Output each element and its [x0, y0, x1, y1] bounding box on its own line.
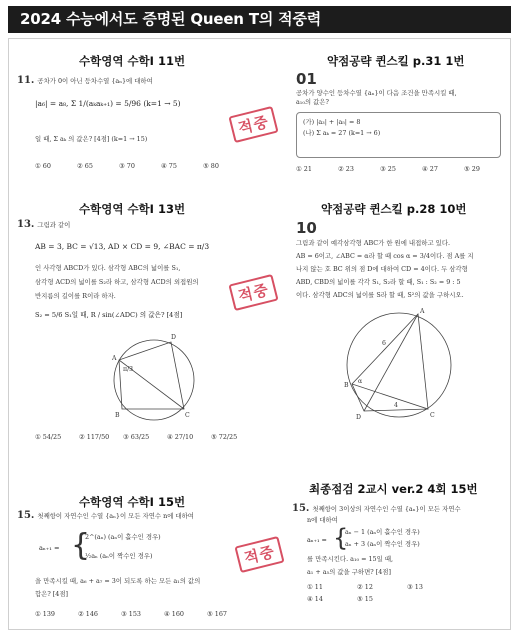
question-line: [292, 504, 461, 514]
question-text: ABD, CBD의 넓이를 각각 S₁, S₂라 할 때, S₁ : S₂ = 9 : 5: [296, 278, 461, 286]
section-title-mid-left: 수학영역 수학Ⅰ 13번: [79, 202, 186, 216]
choice-4[interactable]: ④ 14: [307, 595, 323, 603]
section-title-bottom-right: 최종점검 2교시 ver.2 4회 15번: [309, 482, 478, 496]
question-number: 15.: [17, 510, 35, 521]
choice-4[interactable]: ④ 27/10: [167, 433, 194, 441]
question-text: 그림과 같이 예각삼각형 ABC가 한 원에 내접하고 있다.: [296, 239, 451, 247]
answer-choices-row-2: [307, 595, 507, 603]
answer-choices: [296, 165, 506, 173]
question-text: 합은? [4점]: [35, 590, 69, 598]
question-text: 공차가 양수인 등차수열 {aₙ}이 다음 조건을 만족시킬 때,: [296, 89, 457, 97]
choice-3[interactable]: ③ 70: [119, 162, 135, 170]
brace-icon: {: [333, 524, 349, 552]
choice-3[interactable]: ③ 63/25: [123, 433, 150, 441]
vertex-label-d: D: [356, 414, 361, 421]
case-1: aₙ − 1 (aₙ이 홀수인 경우): [345, 528, 420, 536]
section-title-bottom-left: 수학영역 수학Ⅰ 15번: [79, 495, 186, 509]
question-text: 인 사각형 ABCD가 있다. 삼각형 ABC의 넓이를 S₁,: [35, 264, 181, 272]
choice-1[interactable]: ① 21: [296, 165, 312, 173]
question-line: [17, 220, 70, 230]
question-text: a₁₀의 값은?: [296, 98, 329, 106]
section-title-top-left: 수학영역 수학Ⅰ 11번: [79, 54, 186, 68]
answer-choices: [35, 610, 255, 618]
question-text: 일 때, Σ aₖ 의 값은? [4점] (k=1 → 15): [35, 135, 148, 143]
choice-5[interactable]: ⑤ 72/25: [211, 433, 238, 441]
choice-4[interactable]: ④ 75: [161, 162, 177, 170]
choice-1[interactable]: ① 139: [35, 610, 55, 618]
sequence-lhs: aₙ₊₁ =: [39, 544, 60, 552]
choice-4[interactable]: ④ 160: [164, 610, 184, 618]
vertex-label-a: A: [420, 308, 425, 315]
choice-2[interactable]: ② 146: [78, 610, 98, 618]
vertex-label-c: C: [185, 412, 190, 419]
question-number: 11.: [17, 75, 35, 86]
hit-stamp: 적중: [228, 274, 278, 311]
question-text: a₁ + a₅의 값을 구하면? [4점]: [307, 568, 391, 576]
question-text: 공차가 0이 아닌 등차수열 {aₙ}에 대하여: [37, 77, 153, 85]
sequence-lhs: aₙ₊₁ =: [307, 536, 327, 544]
answer-choices: [35, 433, 255, 441]
question-text: 이다. 삼각형 ADC의 넓이를 S라 할 때, S²의 값을 구하시오.: [296, 291, 464, 299]
choice-5[interactable]: ⑤ 29: [464, 165, 480, 173]
hit-stamp: 적중: [228, 106, 278, 143]
side-label-ab: 6: [382, 340, 386, 347]
inscribed-triangle-figure: [334, 307, 464, 422]
choice-1[interactable]: ① 11: [307, 583, 323, 591]
brace-icon: {: [71, 528, 91, 563]
choice-1[interactable]: ① 60: [35, 162, 51, 170]
choice-2[interactable]: ② 12: [357, 583, 373, 591]
choice-3[interactable]: ③ 153: [121, 610, 141, 618]
question-text: AB = 6이고, ∠ABC = α라 할 때 cos α = 3/4이다. 점 A를 지: [296, 252, 474, 260]
section-title-mid-right: 약점공략 퀸스킬 p.28 10번: [321, 202, 467, 216]
vertex-label-a: A: [112, 355, 117, 362]
question-text: 그림과 같이: [37, 221, 71, 229]
choice-5[interactable]: ⑤ 80: [203, 162, 219, 170]
quadrilateral-figure: [89, 327, 209, 432]
question-formula: AB = 3, BC = √13, AD × CD = 9, ∠BAC = π/3: [35, 242, 210, 251]
hit-stamp: 적중: [234, 536, 284, 573]
question-text: 첫째항이 3이상의 자연수인 수열 {aₙ}이 모든 자연수: [312, 505, 461, 513]
question-text: 첫째항이 자연수인 수열 {aₙ}이 모든 자연수 n에 대하여: [37, 512, 194, 520]
case-2: ½aₙ (aₙ이 짝수인 경우): [85, 552, 153, 560]
choice-5[interactable]: ⑤ 167: [207, 610, 227, 618]
choice-2[interactable]: ② 23: [338, 165, 354, 173]
case-1: 2^(aₙ) (aₙ이 홀수인 경우): [85, 533, 161, 541]
choice-3[interactable]: ③ 13: [407, 583, 423, 591]
question-text: 를 만족시킨다. a₁₀ = 15일 때,: [307, 555, 394, 563]
question-formula: S₂ = 5/6 S₁일 때, R / sin(∠ADC) 의 값은? [4점]: [35, 311, 183, 319]
question-text: 을 만족시킬 때, a₆ + a₇ = 3이 되도록 하는 모든 a₁의 값의: [35, 577, 201, 585]
document-page: [8, 38, 511, 630]
section-title-top-right: 약점공략 퀸스킬 p.31 1번: [327, 54, 465, 68]
question-line: [17, 511, 194, 521]
question-text: 반지름의 길이를 R이라 하자.: [35, 292, 116, 300]
question-text: 나지 않는 호 BC 위의 점 D에 대하여 CD = 4이다. 두 삼각형: [296, 265, 468, 273]
vertex-label-d: D: [171, 334, 176, 341]
question-text: 삼각형 ACD의 넓이를 S₂라 하고, 삼각형 ACD의 외접원의: [35, 278, 199, 286]
angle-label: α: [358, 378, 363, 385]
side-label-cd: 4: [394, 402, 398, 409]
question-number: 15.: [292, 503, 310, 514]
condition-box: [296, 112, 501, 158]
choice-2[interactable]: ② 117/50: [79, 433, 110, 441]
angle-label: π/3: [123, 366, 134, 373]
choice-3[interactable]: ③ 25: [380, 165, 396, 173]
question-number: 13.: [17, 219, 35, 230]
vertex-label-b: B: [344, 382, 349, 389]
question-line: [17, 76, 153, 86]
vertex-label-b: B: [115, 412, 120, 419]
answer-choices: [35, 162, 250, 170]
problem-number: 10: [296, 219, 317, 237]
choice-5[interactable]: ⑤ 15: [357, 595, 373, 603]
case-2: aₙ + 3 (aₙ이 짝수인 경우): [345, 540, 420, 548]
choice-4[interactable]: ④ 27: [422, 165, 438, 173]
answer-choices-row-1: [307, 583, 507, 591]
choice-1[interactable]: ① 54/25: [35, 433, 62, 441]
banner-title: 2024 수능에서도 증명된 Queen T의 적중력: [8, 6, 511, 33]
condition-1: (가) |a₃| + |a₅| = 8: [303, 118, 361, 126]
choice-2[interactable]: ② 65: [77, 162, 93, 170]
vertex-label-c: C: [430, 412, 435, 419]
question-formula: |a₆| = a₈, Σ 1/(aₖaₖ₊₁) = 5/96 (k=1 → 5): [35, 99, 181, 108]
question-text: n에 대하여: [307, 516, 338, 524]
condition-2: (나) Σ aₖ = 27 (k=1 → 6): [303, 129, 381, 137]
problem-number: 01: [296, 70, 317, 88]
